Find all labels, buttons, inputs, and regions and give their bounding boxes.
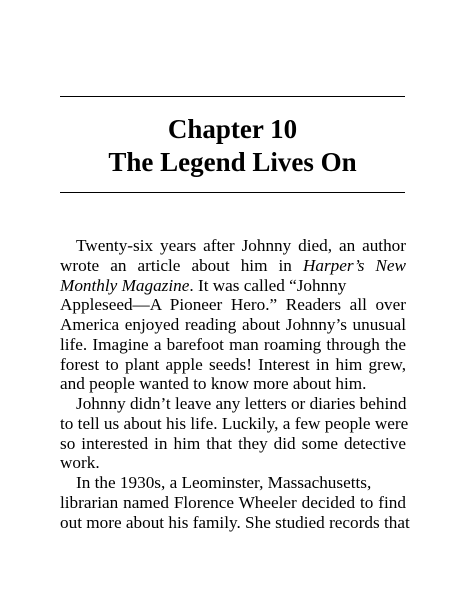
paragraph-1: [60, 236, 406, 394]
paragraph-line: librarian named Florence Wheeler decided to find: [60, 492, 406, 512]
paragraph-2: [60, 394, 409, 473]
line-segment: . It was called “Johnny: [189, 275, 347, 295]
magazine-title-italic: Monthly Magazine: [60, 275, 190, 295]
paragraph-line: In the 1930s, a Leominster, Massachusetts,: [76, 473, 372, 492]
paragraph-line: Twenty-six years after Johnny died, an author: [76, 236, 406, 255]
paragraph-line: [60, 276, 406, 296]
paragraph-line: so interested in him that they did some detective: [60, 433, 406, 453]
body-text: [60, 236, 410, 532]
magazine-title-italic: Harper’s New: [302, 255, 406, 275]
paragraph-line: work.: [60, 453, 100, 473]
paragraph-line: to tell us about his life. Luckily, a few people were: [60, 413, 409, 433]
paragraph-line: and people wanted to know more about him.: [60, 374, 367, 394]
paragraph-line: forest to plant apple seeds! Interest in him grew,: [60, 354, 406, 374]
chapter-number: Chapter 10: [167, 114, 298, 144]
paragraph-line: America enjoyed reading about Johnny’s unusual: [60, 315, 406, 334]
paragraph-line: [60, 256, 406, 276]
paragraph-line: out more about his family. She studied records that: [60, 512, 410, 532]
paragraph-3: [60, 473, 410, 532]
chapter-title: The Legend Lives On: [108, 147, 357, 177]
paragraph-line: Appleseed—A Pioneer Hero.” Readers all over: [60, 295, 406, 315]
bottom-horizontal-rule: [60, 192, 405, 193]
paragraph-line: Johnny didn’t leave any letters or diaries behind: [76, 394, 407, 413]
paragraph-line: life. Imagine a barefoot man roaming through the: [60, 334, 406, 354]
chapter-heading: [60, 113, 405, 179]
line-segment: wrote an article about him in: [60, 255, 303, 275]
top-horizontal-rule: [60, 96, 405, 97]
